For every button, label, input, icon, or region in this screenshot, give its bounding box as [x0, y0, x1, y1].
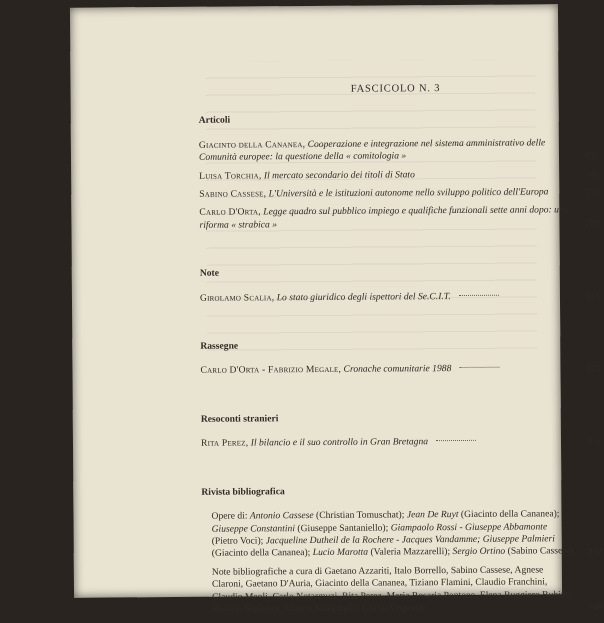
- entry-page: 823: [586, 363, 601, 374]
- entry-title: Il bilancio e il suo controllo in Gran Bretagna: [250, 436, 429, 449]
- leader-dots: [436, 440, 476, 441]
- toc-entry: [199, 168, 601, 183]
- opere-author: Jacqueline Dutheil de la Rochere - Jacques Vandamme; Giuseppe Palmieri: [265, 533, 555, 547]
- entry-page: 755: [585, 187, 600, 198]
- entry-author: Carlo D'Orta - Fabrizio Megale,: [200, 364, 342, 377]
- section-heading-note: Note: [199, 267, 220, 280]
- table-of-contents: [190, 74, 604, 622]
- opere-author: Jean De Ruyt: [406, 509, 459, 521]
- toc-entry: [199, 137, 601, 165]
- entry-title: L'Università e le istituzioni autonome nello sviluppo politico dell'Europa: [268, 186, 549, 200]
- toc-entry: [200, 290, 602, 305]
- section-heading-rivista: Rivista bibliografica: [201, 485, 285, 498]
- entry-author: Luisa Torchia,: [199, 170, 262, 182]
- leader-dots: [459, 294, 499, 295]
- page-title: FASCICOLO N. 3: [350, 83, 441, 95]
- opere-author: Lucio Marotta: [312, 546, 369, 559]
- entry-page: 815: [586, 290, 601, 301]
- entry-page: 911: [587, 436, 602, 447]
- toc-entry-note-bibliografiche: [202, 564, 604, 616]
- opere-reviewer: (Giacinto della Cananea);: [460, 508, 560, 521]
- opere-reviewer: (Valeria Mazzarelli);: [370, 546, 451, 558]
- opere-reviewer: (Sabino Cassese): [507, 545, 574, 557]
- toc-entry-opere: [201, 508, 603, 560]
- note-bib-text: Note bibliografiche a cura di Gaetano Azzariti, Italo Borrello, Sabino Cassese, Agnese Claroni, Gaetano D'Auria, Giacinto della Cananea, Tiziano Flamini, Claudio Franchini, Claudio Meoli, Carlo Notarmuzi, Rita Perez, Maria Rosaria Pontone, Elena Ruggiero Rubino, Rosario Sapienza, Alberto Stancanelli, Giulio Vesperini: [211, 564, 573, 615]
- entry-title: Cooperazione e integrazione nel sistema amministrativo delle Comunità europee: la questione della « comitologia »: [198, 137, 546, 164]
- book-page: [70, 4, 603, 615]
- entry-author: Carlo D'Orta,: [199, 206, 261, 219]
- opere-reviewer: (Christian Tomuschat);: [315, 509, 405, 522]
- entry-page: 769: [585, 217, 600, 228]
- opere-author: Giuseppe Constantini: [211, 522, 296, 535]
- opere-reviewer: (Giuseppe Santaniello);: [297, 522, 389, 534]
- entry-author: Girolamo Scalia,: [199, 291, 275, 304]
- section-heading-resoconti: Resoconti stranieri: [200, 413, 279, 425]
- entry-author: Rita Perez,: [200, 437, 249, 450]
- entry-author: Giacinto della Cananea,: [198, 138, 306, 151]
- entry-title: Cronache comunitarie 1988: [343, 363, 452, 376]
- entry-page: 932: [587, 546, 602, 557]
- toc-entry: [200, 362, 602, 377]
- section-heading-articoli: Articoli: [198, 115, 231, 127]
- opere-author: Sergio Ortino: [452, 545, 506, 558]
- entry-page: 655: [585, 150, 600, 161]
- leader-dots: [460, 367, 500, 368]
- opere-author: Antonio Cassese: [249, 510, 314, 522]
- opere-reviewer: (Pietro Voci);: [211, 535, 264, 547]
- toc-entry: [199, 186, 601, 201]
- entry-title: Legge quadro sul pubblico impiego e qualifiche funzionali sette anni dopo: una riforma « strabica »: [199, 204, 569, 231]
- section-heading-rassegne: Rassegne: [200, 340, 239, 352]
- toc-entry: [201, 435, 603, 450]
- entry-page: 946: [588, 601, 603, 613]
- entry-title: Il mercato secondario dei titoli di Stato: [263, 168, 415, 181]
- entry-title: Lo stato giuridico degli ispettori del Se.C.I.T.: [276, 290, 451, 303]
- opere-prefix: Opere di:: [211, 510, 248, 522]
- entry-author: Sabino Cassese,: [199, 188, 267, 200]
- entry-page: 703: [585, 168, 600, 179]
- toc-entry: [199, 204, 601, 232]
- opere-author: Giampaolo Rossi - Giuseppe Abbamonte: [390, 520, 548, 533]
- opere-reviewer: (Giacinto della Cananea);: [211, 547, 311, 560]
